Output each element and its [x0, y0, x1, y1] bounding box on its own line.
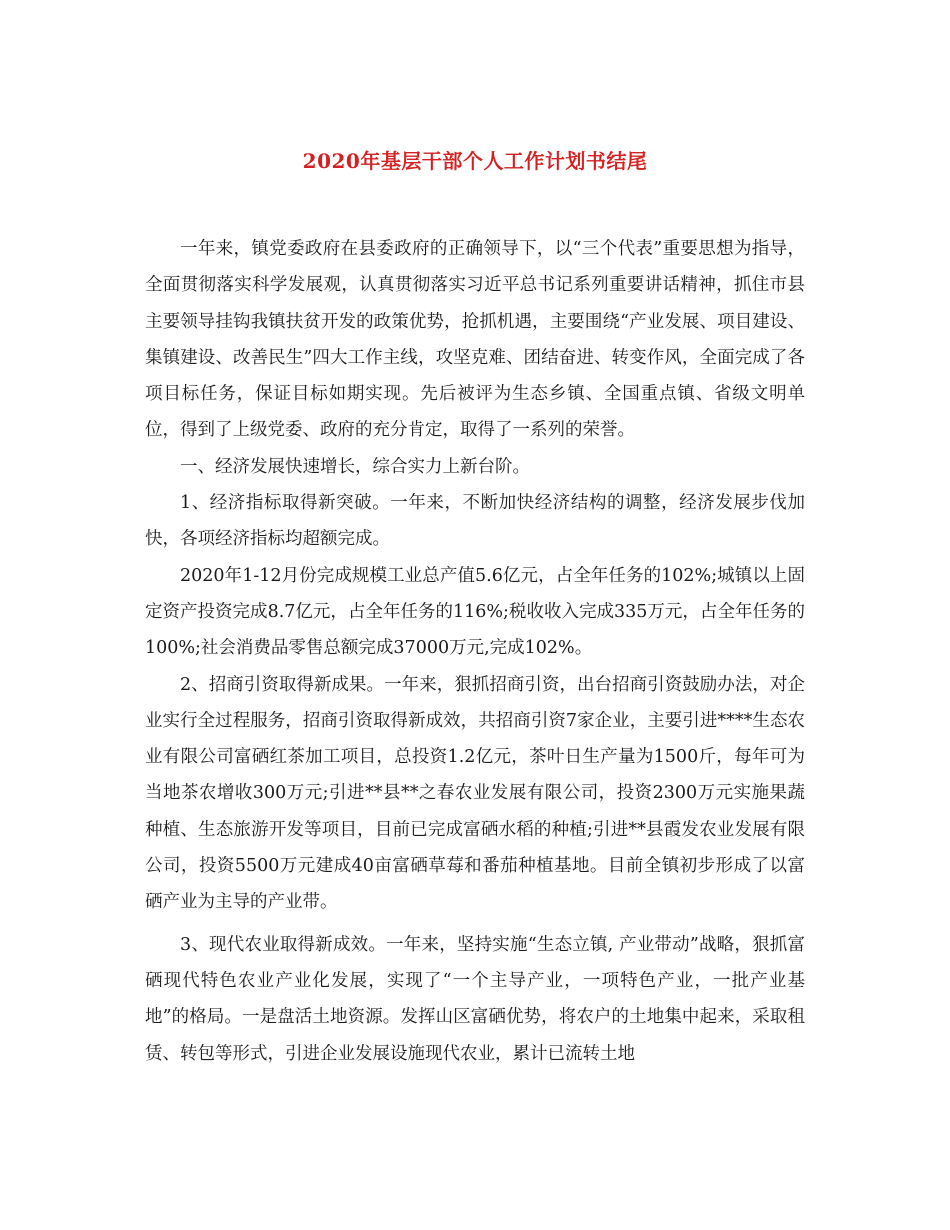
paragraph-intro: 一年来，镇党委政府在县委政府的正确领导下，以“三个代表”重要思想为指导，全面贯彻落实科学发展观，认真贯彻落实习近平总书记系列重要讲话精神，抓住市县主要领导挂钩我镇扶贫开发的政策优势，抢抓机遇，主要围绕“产业发展、项目建设、集镇建设、改善民生”四大工作主线，攻坚克难、团结奋进、转变作风，全面完成了各项目标任务，保证目标如期实现。先后被评为生态乡镇、全国重点镇、省级文明单位，得到了上级党委、政府的充分肯定，取得了一系列的荣誉。	[145, 239, 805, 441]
paragraph-section-heading-1: 一、经济发展快速增长，综合实力上新台阶。	[180, 456, 530, 477]
paragraph-investment: 2、招商引资取得新成果。一年来，狠抓招商引资，出台招商引资鼓励办法，对企业实行全过程服务，招商引资取得新成效，共招商引资7家企业，主要引进****生态农业有限公司富硒红茶加工项目，总投资1.2亿元，茶叶日生产量为1500斤，每年可为当地茶农增收300万元;引进**县**之春农业发展有限公司，投资2300万元实施果蔬种植、生态旅游开发等项目，目前已完成富硒水稻的种植;引进**县霞发农业发展有限公司，投资5500万元建成40亩富硒草莓和番茄种植基地。目前全镇初步形成了以富硒产业为主导的产业带。	[145, 674, 805, 913]
paragraph-statistics: 2020年1-12月份完成规模工业总产值5.6亿元，占全年任务的102%;城镇以上固定资产投资完成8.7亿元，占全年任务的116%;税收收入完成335万元，占全年任务的100%;社会消费品零售总额完成37000万元,完成102%。	[145, 565, 805, 659]
document-title: 2020年基层干部个人工作计划书结尾	[302, 149, 648, 173]
paragraph-modern-agriculture: 3、现代农业取得新成效。一年来，坚持实施“生态立镇, 产业带动”战略，狠抓富硒现代特色农业产业化发展，实现了“一个主导产业，一项特色产业，一批产业基地”的格局。一是盘活土地资源。发挥山区富硒优势，将农户的土地集中起来，采取租赁、转包等形式，引进企业发展设施现代农业，累计已流转土地	[145, 934, 805, 1064]
document-body	[145, 231, 805, 1072]
paragraph-economic-indicators: 1、经济指标取得新突破。一年来，不断加快经济结构的调整，经济发展步伐加快，各项经济指标均超额完成。	[145, 493, 805, 550]
